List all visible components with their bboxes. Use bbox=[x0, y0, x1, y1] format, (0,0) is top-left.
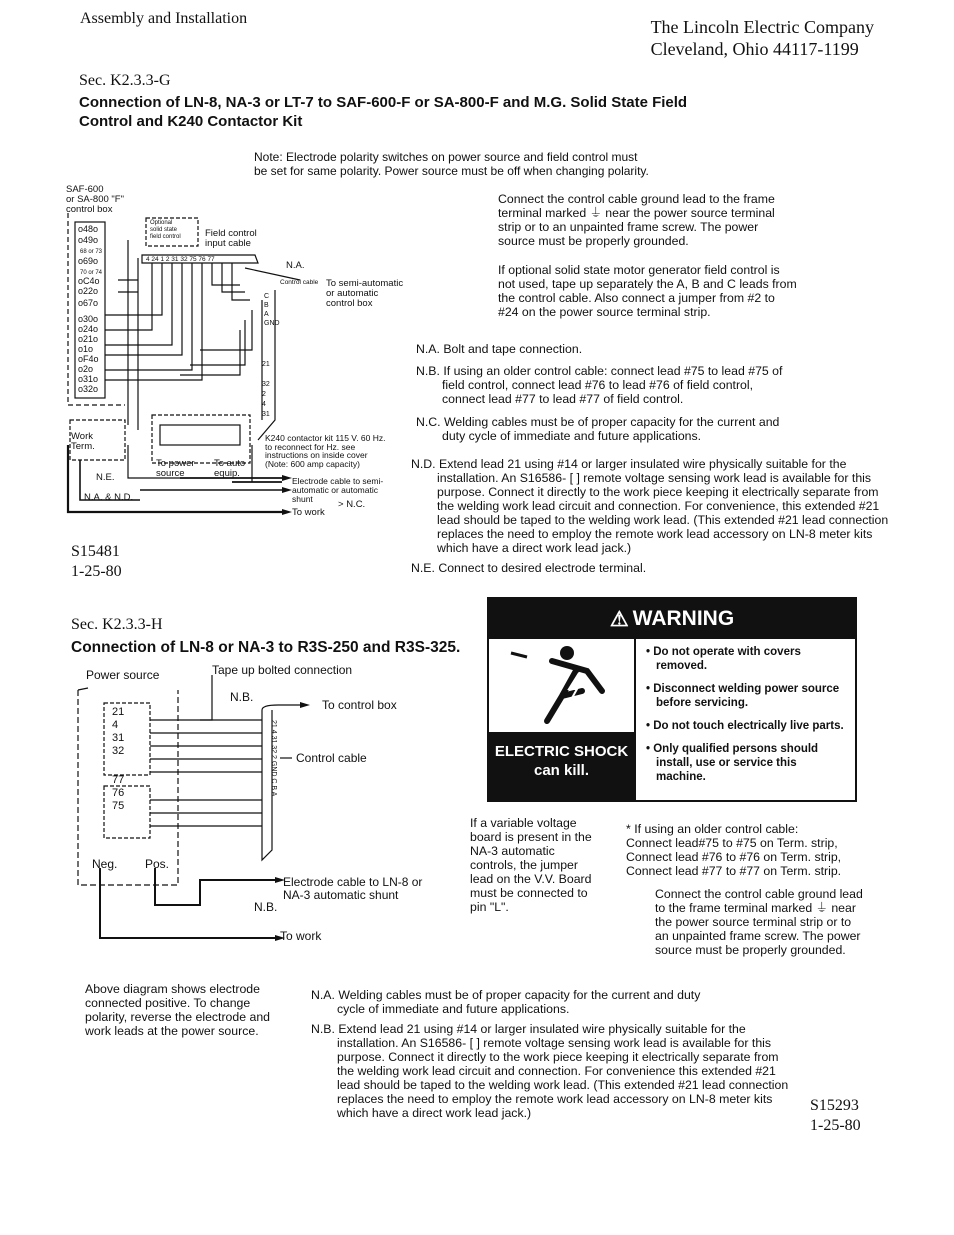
svg-text:o2o: o2o bbox=[78, 364, 94, 374]
to-work-h-label: To work bbox=[280, 929, 322, 943]
shock-panel bbox=[489, 639, 634, 800]
note-nd: N.D. Extend lead 21 using #14 or larger insulated wire physically suitable for the installation. An S16586- [ ] remote voltage sensing work lead is available for this purpose. Connect it directly to the work piece keeping it electrically separate from the welding work lead circuit and connection. For convenience, this extended #21 lead should be taped to the welding work lead. (This extended #21 lead connection replaces the need to employ the remote work lead accessory on LN-8 meter kits which have a direct work lead jack.) bbox=[411, 457, 889, 555]
to-power-label-2: source bbox=[156, 468, 185, 479]
k240-label-1: K240 contactor kit 115 V. 60 Hz. bbox=[265, 433, 386, 443]
drawing-date-g: 1-25-80 bbox=[71, 563, 122, 580]
note-nb: N.B. If using an older control cable: connect lead #75 to lead #75 of field control, connect lead #76 to lead #76 of field control, connect lead #77 to lead #77 of field control. bbox=[416, 364, 783, 406]
tape-up-label: Tape up bolted connection bbox=[212, 663, 353, 677]
header-left: Assembly and Installation bbox=[80, 10, 248, 27]
svg-text:o49o: o49o bbox=[78, 235, 99, 245]
electrode-cable-h-1: Electrode cable to LN-8 or bbox=[283, 875, 423, 889]
warning-list bbox=[646, 645, 849, 784]
cable-letter-c: C bbox=[264, 293, 270, 300]
control-cable-label: Control cable bbox=[280, 279, 319, 286]
svg-text:o48o: o48o bbox=[78, 224, 99, 234]
k240-label-4: (Note: 600 amp capacity) bbox=[265, 458, 360, 469]
terminal-4: 4 bbox=[112, 719, 119, 731]
warning-header bbox=[489, 599, 855, 639]
electric-shock-icon bbox=[507, 641, 617, 727]
svg-text:70 or 74: 70 or 74 bbox=[80, 270, 103, 276]
optional-label-2: solid state bbox=[150, 227, 178, 233]
shock-label bbox=[489, 732, 634, 800]
to-auto-label-2: equip. bbox=[214, 468, 240, 479]
warning-title: WARNING bbox=[632, 607, 735, 630]
control-cable-h-label: Control cable bbox=[296, 751, 367, 765]
svg-text:68 or 73: 68 or 73 bbox=[80, 249, 103, 255]
svg-text:o30o: o30o bbox=[78, 314, 99, 324]
cable-letter-gnd: GND bbox=[264, 320, 280, 327]
to-auto-label-1: To auto bbox=[214, 458, 246, 469]
company-address: Cleveland, Ohio 44117-1199 bbox=[650, 39, 859, 59]
terminal-21: 21 bbox=[112, 706, 125, 718]
section-h-number: Sec. K2.3.3-H bbox=[71, 616, 163, 633]
section-g-number: Sec. K2.3.3-G bbox=[79, 72, 171, 89]
field-control-label-1: Field control bbox=[205, 228, 257, 239]
drawing-date-h: 1-25-80 bbox=[810, 1117, 861, 1134]
na-nd-label: N.A. & N.D. bbox=[84, 492, 134, 503]
to-semi-label-2: or automatic bbox=[326, 288, 379, 299]
terminal-77: 77 bbox=[112, 774, 125, 786]
svg-text:o24o: o24o bbox=[78, 324, 99, 334]
box-label-1: SAF-600 bbox=[66, 184, 104, 195]
terminal-strip-h bbox=[112, 706, 124, 813]
optional-label-3: field control bbox=[150, 234, 181, 240]
warning-item: • Only qualified persons should install, use or service this machine. bbox=[646, 742, 849, 784]
right-number-2: 2 bbox=[262, 391, 266, 398]
work-term-label-2: Term. bbox=[71, 441, 95, 452]
power-source-label: Power source bbox=[86, 668, 160, 682]
drawing-no-h: S15293 bbox=[810, 1097, 859, 1114]
to-control-box-label: To control box bbox=[322, 698, 397, 712]
drawing-number-h bbox=[810, 1096, 861, 1136]
note-line1: Note: Electrode polarity switches on power source and field control must bbox=[254, 150, 638, 164]
svg-text:o32o: o32o bbox=[78, 384, 99, 394]
note-na: N.A. Bolt and tape connection. bbox=[416, 342, 583, 356]
ne-label: N.E. bbox=[96, 472, 115, 483]
svg-text:oF4o: oF4o bbox=[78, 354, 99, 364]
terminal-31: 31 bbox=[112, 732, 125, 744]
nb-label: N.B. bbox=[230, 690, 254, 704]
svg-text:o67o: o67o bbox=[78, 298, 99, 308]
warning-list-panel bbox=[634, 639, 855, 800]
right-number-21: 21 bbox=[262, 361, 270, 368]
optional-field-paragraph: If optional solid state motor generator field control is not used, tape up separately the A, B and C leads from the control cable. Also connect a jumper from #2 to #24 on the power source terminal strip. bbox=[498, 263, 797, 319]
svg-text:o22o: o22o bbox=[78, 286, 99, 296]
warning-item: • Disconnect welding power source before servicing. bbox=[646, 682, 849, 710]
optional-label-1: Optional bbox=[150, 220, 173, 226]
section-g-title-line2: Control and K240 Contactor Kit bbox=[79, 113, 303, 130]
to-power-label-1: To power bbox=[156, 458, 195, 469]
electrode-cable-label-2: automatic or automatic bbox=[292, 485, 378, 495]
to-semi-label-3: control box bbox=[326, 298, 373, 309]
note-ne: N.E. Connect to desired electrode terminal. bbox=[411, 561, 647, 575]
nc-label: > N.C. bbox=[338, 499, 366, 510]
warning-item: • Do not touch electrically live parts. bbox=[646, 719, 849, 733]
to-work-label: To work bbox=[292, 507, 325, 518]
terminal-32: 32 bbox=[112, 745, 125, 757]
svg-text:oC4o: oC4o bbox=[78, 276, 100, 286]
variable-voltage-note: If a variable voltage board is present in the NA-3 automatic controls, the jumper lead on the V.V. Board must be connected to pin "L". bbox=[470, 816, 592, 914]
svg-text:o31o: o31o bbox=[78, 374, 99, 384]
box-label-3: control box bbox=[66, 204, 113, 215]
warning-triangle-icon: ⚠ bbox=[609, 607, 629, 631]
terminal-75: 75 bbox=[112, 800, 125, 812]
svg-text:21 4 31 32 2 GND C B A: 21 4 31 32 2 GND C B A bbox=[270, 720, 277, 797]
shock-label-2: can kill. bbox=[533, 762, 590, 779]
input-cable-numbers: 4 24 1 2 31 32 75 76 77 bbox=[146, 256, 215, 263]
warning-panel bbox=[487, 597, 857, 802]
shock-label-1: ELECTRIC SHOCK bbox=[494, 743, 629, 760]
above-diagram-note: Above diagram shows electrode connected positive. To change polarity, reverse the electrode and work leads at the power source. bbox=[85, 982, 271, 1038]
ground-paragraph: Connect the control cable ground lead to the frame terminal marked ⏚ near the power source terminal strip or to an unpainted frame screw. The power source must be properly grounded. bbox=[498, 192, 775, 248]
cable-letter-b: B bbox=[264, 302, 269, 309]
right-number-31: 31 bbox=[262, 411, 270, 418]
note-h-nb: N.B. Extend lead 21 using #14 or larger insulated wire physically suitable for the installation. An S16586- [ ] remote voltage sensing work lead is available for this purpose. Connect it directly to the work piece keeping it electrically separate from the welding work lead circuit and connection. For convenience this extended #21 lead should be taped to the welding work lead. (This extended #21 lead connection replaces the need to employ the remote work lead accessory on LN-8 meter kits which have a direct work lead jack.) bbox=[311, 1022, 789, 1120]
warning-item: • Do not operate with covers removed. bbox=[646, 645, 849, 673]
electrode-cable-h-label bbox=[283, 876, 422, 902]
to-semi-label-1: To semi-automatic bbox=[326, 278, 404, 289]
note-h-na: N.A. Welding cables must be of proper capacity for the current and duty cycle of immediate and future applications. bbox=[311, 988, 701, 1016]
svg-text:o69o: o69o bbox=[78, 256, 99, 266]
ground-note-h: Connect the control cable ground lead to the frame terminal marked ⏚ near the power source terminal strip or to an unpainted frame screw. The power source must be properly grounded. bbox=[655, 887, 863, 957]
company-name: The Lincoln Electric Company bbox=[650, 17, 874, 37]
k240-label-2: to reconnect for Hz. see bbox=[265, 441, 356, 452]
cable-letter-a: A bbox=[264, 311, 269, 318]
pos-label: Pos. bbox=[145, 857, 170, 871]
note-line2: be set for same polarity. Power source must be off when changing polarity. bbox=[254, 164, 649, 178]
neg-label: Neg. bbox=[92, 857, 118, 871]
section-h-title: Connection of LN-8 or NA-3 to R3S-250 and R3S-325. bbox=[71, 639, 461, 656]
nc-label-text: N.C. bbox=[346, 499, 366, 510]
right-number-32: 32 bbox=[262, 381, 270, 388]
terminal-76: 76 bbox=[112, 787, 125, 799]
older-cable-note: * If using an older control cable: Connect lead#75 to #75 on Term. strip, Connect lead #76 to #76 on Term. strip, Connect lead #77 to #77 on Term. strip. bbox=[626, 822, 842, 878]
field-control-label-2: input cable bbox=[205, 238, 251, 249]
work-term-label-1: Work bbox=[71, 431, 93, 442]
nb2-label: N.B. bbox=[254, 900, 278, 914]
box-label-2: or SA-800 "F" bbox=[66, 194, 124, 205]
electrode-cable-label-1: Electrode cable to semi- bbox=[292, 476, 384, 486]
svg-text:o1o: o1o bbox=[78, 344, 94, 354]
drawing-no-g: S15481 bbox=[71, 543, 120, 560]
section-g-title-line1: Connection of LN-8, NA-3 or LT-7 to SAF-600-F or SA-800-F and M.G. Solid State Field bbox=[79, 94, 688, 111]
note-nc: N.C. Welding cables must be of proper capacity for the current and duty cycle of immediate and future applications. bbox=[416, 415, 780, 443]
electrode-cable-label-3: shunt bbox=[292, 494, 313, 504]
svg-text:o21o: o21o bbox=[78, 334, 99, 344]
k240-label-3: instructions on inside cover bbox=[265, 450, 368, 460]
na-label: N.A. bbox=[286, 260, 305, 271]
electrode-cable-h-2: NA-3 automatic shunt bbox=[283, 888, 399, 902]
right-number-4: 4 bbox=[262, 401, 266, 408]
